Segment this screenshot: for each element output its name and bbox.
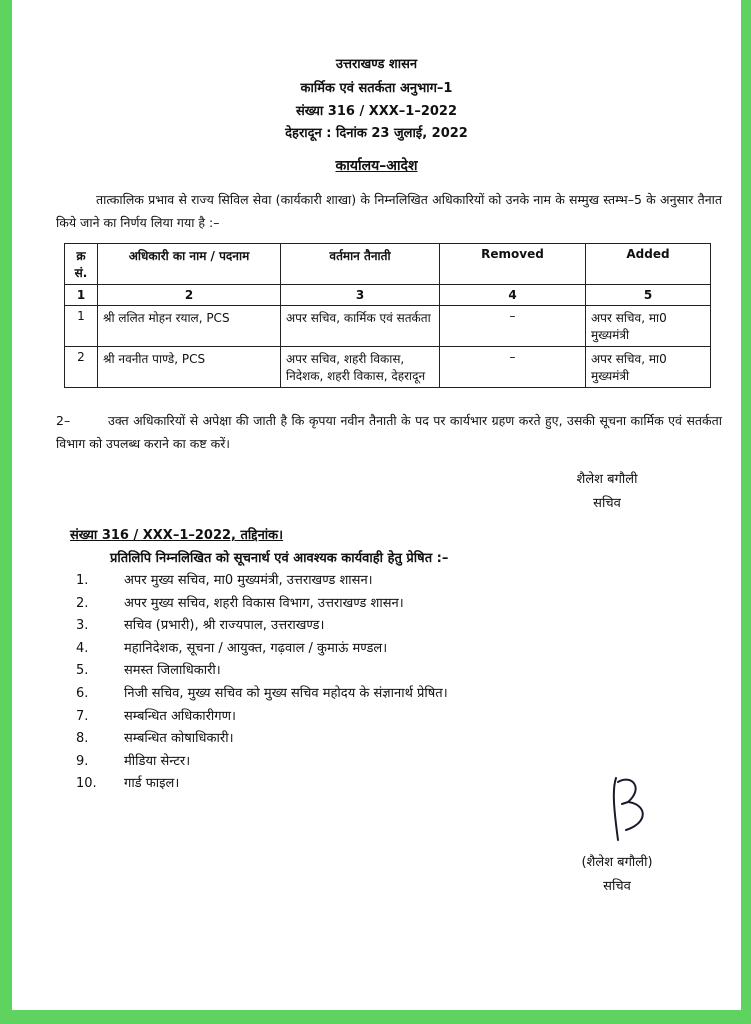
table-cell: 1	[65, 285, 98, 306]
list-item: 5. समस्त जिलाधिकारी।	[76, 663, 221, 679]
copy-list	[76, 570, 448, 796]
list-item: 9. मीडिया सेन्टर।	[76, 753, 191, 769]
table-cell: 1	[65, 306, 98, 347]
list-item: 7. सम्बन्धित अधिकारीगण।	[76, 708, 236, 724]
order-title: कार्यालय–आदेश	[335, 158, 418, 174]
table-cell: श्री ललित मोहन रयाल, PCS	[98, 306, 281, 347]
table-cell: –	[440, 306, 586, 347]
header-date: देहरादून : दिनांक 23 जुलाई, 2022	[285, 126, 468, 141]
copy-heading: प्रतिलिपि निम्नलिखित को सूचनार्थ एवं आवश्यक कार्यवाही हेतु प्रेषित :–	[110, 551, 449, 566]
table-cell: अपर सचिव, कार्मिक एवं सतर्कता	[281, 306, 440, 347]
header-order-number: संख्या 316 / XXX–1–2022	[295, 104, 458, 119]
table-index-row	[65, 285, 711, 306]
signatory-name: (शैलेश बगौली)	[581, 855, 653, 870]
paragraph-text: उक्त अधिकारियों से अपेक्षा की जाती है कि कृपया नवीन तैनाती के पद पर कार्यभार ग्रहण करते हुए, उसकी सूचना कार्मिक एवं सतर्कता विभाग को उपलब्ध कराने का कष्ट करें।	[56, 413, 722, 451]
column-header-serial: क्र सं.	[65, 244, 98, 285]
list-item: 8. सम्बन्धित कोषाधिकारी।	[76, 731, 234, 747]
list-item: 6. निजी सचिव, मुख्य सचिव को मुख्य सचिव महोदय के संज्ञानार्थ प्रेषित।	[76, 685, 448, 701]
list-item: 1. अपर मुख्य सचिव, मा0 मुख्यमंत्री, उत्तराखण्ड शासन।	[76, 573, 373, 588]
table-cell: 5	[586, 285, 711, 306]
table-header-row	[65, 244, 711, 285]
handwritten-signature	[602, 770, 662, 848]
table-cell: 2	[65, 347, 98, 388]
posting-table	[64, 243, 711, 388]
list-item: 2. अपर मुख्य सचिव, शहरी विकास विभाग, उत्तराखण्ड शासन।	[76, 595, 404, 611]
table-cell: 4	[440, 285, 586, 306]
signatory-designation: सचिव	[603, 879, 631, 894]
paragraph-number: 2–	[56, 413, 71, 428]
copy-reference-number: संख्या 316 / XXX–1–2022, तद्दिनांक।	[70, 528, 284, 543]
column-header-removed: Removed	[440, 244, 586, 285]
header-department: कार्मिक एवं सतर्कता अनुभाग–1	[300, 81, 453, 96]
table-cell: श्री नवनीत पाण्डे, PCS	[98, 347, 281, 388]
signature-block-1	[552, 468, 662, 516]
list-item: 3. सचिव (प्रभारी), श्री राज्यपाल, उत्तराखण्ड।	[76, 618, 325, 634]
table-cell: 2	[98, 285, 281, 306]
signatory-designation: सचिव	[593, 496, 621, 511]
column-header-officer: अधिकारी का नाम / पदनाम	[98, 244, 281, 285]
table-cell: –	[440, 347, 586, 388]
table-cell: अपर सचिव, मा0 मुख्यमंत्री	[586, 306, 711, 347]
paragraph-2	[56, 409, 722, 455]
table-cell: 3	[281, 285, 440, 306]
table-cell: अपर सचिव, मा0 मुख्यमंत्री	[586, 347, 711, 388]
document-page	[12, 0, 741, 1010]
signatory-name: शैलेश बगौली	[576, 472, 638, 487]
table-cell: अपर सचिव, शहरी विकास, निदेशक, शहरी विकास, देहरादून	[281, 347, 440, 388]
table-row	[65, 306, 711, 347]
table-row	[65, 347, 711, 388]
list-item: 10. गार्ड फाइल।	[76, 776, 180, 792]
column-header-added: Added	[586, 244, 711, 285]
signature-block-2	[552, 851, 682, 899]
intro-paragraph: तात्कालिक प्रभाव से राज्य सिविल सेवा (कार्यकारी शाखा) के निम्नलिखित अधिकारियों को उनके नाम के सम्मुख स्तम्भ–5 के अनुसार तैनात किये जाने का निर्णय लिया गया है :–	[56, 192, 722, 230]
header-government: उत्तराखण्ड शासन	[335, 57, 418, 72]
column-header-current-posting: वर्तमान तैनाती	[281, 244, 440, 285]
list-item: 4. महानिदेशक, सूचना / आयुक्त, गढ़वाल / कुमाऊं मण्डल।	[76, 640, 388, 656]
